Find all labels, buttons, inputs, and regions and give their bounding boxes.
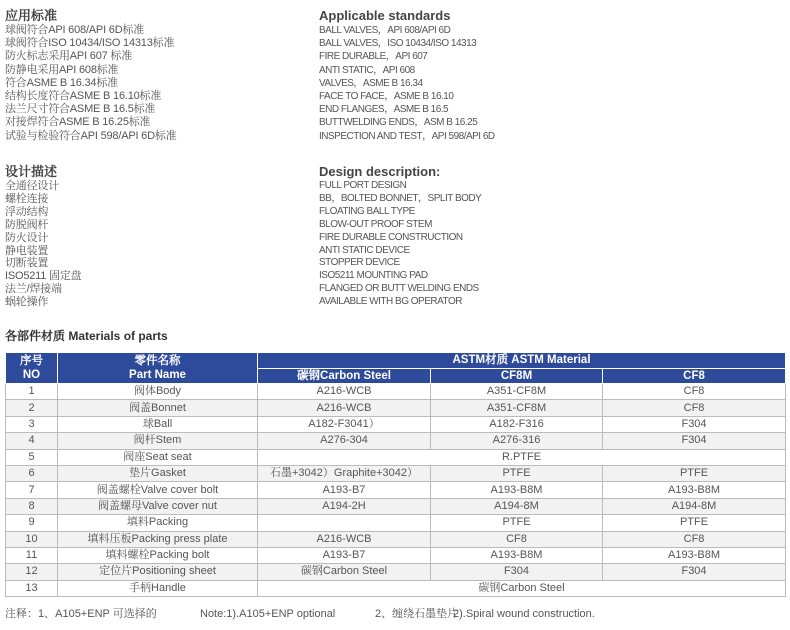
line-item: FIRE DURABLE，API 607 <box>319 51 428 63</box>
table-row <box>6 564 786 580</box>
cell-no: 8 <box>6 498 58 514</box>
cell-cf8: A193-B8M <box>603 547 786 563</box>
cell-no: 6 <box>6 465 58 481</box>
cell-cf8: PTFE <box>603 465 786 481</box>
cell-part-name: 阀盖螺母Valve cover nut <box>58 498 258 514</box>
header-part-cn: 零件名称 <box>134 354 181 367</box>
cell-part-name: 阀体Body <box>58 384 258 400</box>
materials-table <box>5 352 786 597</box>
cell-carbon-steel: A193-B7 <box>258 482 431 498</box>
cell-cf8m: A182-F316 <box>431 416 603 432</box>
table-row <box>6 547 786 563</box>
section-title: 应用标准 <box>5 8 58 23</box>
cell-carbon-steel <box>258 515 431 531</box>
line-item: 蜗轮操作 <box>5 296 49 309</box>
line-item: VALVES，ASME B 16.34 <box>319 77 423 89</box>
cell-part-name: 球Ball <box>58 416 258 432</box>
cell-carbon-steel: A194-2H <box>258 498 431 514</box>
table-row <box>6 465 786 481</box>
line-item: FACE TO FACE，ASME B 16.10 <box>319 91 454 103</box>
line-item: 切断装置 <box>5 257 49 270</box>
note2-cn: 2、缠绕石墨垫片 <box>375 608 459 620</box>
cell-material-span: R.PTFE <box>258 449 786 465</box>
cell-no: 12 <box>6 564 58 580</box>
cell-no: 5 <box>6 449 58 465</box>
line-item: 静电装置 <box>5 244 49 257</box>
line-item: BLOW-OUT PROOF STEM <box>319 218 432 230</box>
cell-cf8m: F304 <box>431 564 603 580</box>
cell-cf8m: CF8 <box>431 531 603 547</box>
cell-cf8m: A193-B8M <box>431 547 603 563</box>
line-item: 法兰尺寸符合ASME B 16.5标准 <box>5 103 156 116</box>
header-no-en: NO <box>22 369 41 381</box>
cell-no: 1 <box>6 384 58 400</box>
line-item: 螺栓连接 <box>5 192 49 205</box>
line-item: ANTI STATIC DEVICE <box>319 244 410 256</box>
cell-cf8: A194-8M <box>603 498 786 514</box>
cell-carbon-steel: A216-WCB <box>258 384 431 400</box>
header-astm: ASTM材质 ASTM Material <box>258 353 786 369</box>
cell-cf8m: A194-8M <box>431 498 603 514</box>
line-item: AVAILABLE WITH BG OPERATOR <box>319 296 462 308</box>
note2-en: 2).Spiral wound construction. <box>453 608 595 620</box>
header-no <box>6 353 58 384</box>
cell-carbon-steel: 碳钢Carbon Steel <box>258 564 431 580</box>
cell-carbon-steel: A216-WCB <box>258 531 431 547</box>
notes <box>5 605 595 621</box>
cell-cf8: F304 <box>603 564 786 580</box>
line-item: 试验与检验符合API 598/API 6D标准 <box>5 129 177 142</box>
line-item: 球阀符合ISO 10434/ISO 14313标准 <box>5 37 175 50</box>
line-item: 浮动结构 <box>5 205 49 218</box>
cell-cf8: F304 <box>603 416 786 432</box>
cell-cf8m: A276-316 <box>431 433 603 449</box>
line-item: BALL VALVES，API 608/API 6D <box>319 25 451 36</box>
standards-cn <box>5 8 176 143</box>
cell-cf8: A193-B8M <box>603 482 786 498</box>
cell-no: 11 <box>6 547 58 563</box>
design-cn <box>5 164 81 309</box>
line-item: BUTTWELDING ENDS，ASM B 16.25 <box>319 117 478 129</box>
cell-no: 9 <box>6 515 58 531</box>
cell-carbon-steel: A216-WCB <box>258 400 431 416</box>
cell-cf8: CF8 <box>603 400 786 416</box>
cell-no: 13 <box>6 580 58 596</box>
cell-cf8m: PTFE <box>431 465 603 481</box>
table-body <box>6 384 786 597</box>
cell-part-name: 手柄Handle <box>58 580 258 596</box>
cell-no: 7 <box>6 482 58 498</box>
header-no-cn: 序号 <box>20 354 43 367</box>
line-item: 防火标志采用API 607 标准 <box>5 50 132 63</box>
cell-part-name: 阀盖Bonnet <box>58 400 258 416</box>
table-row <box>6 515 786 531</box>
line-item: 符合ASME B 16.34标准 <box>5 76 118 89</box>
table-row <box>6 482 786 498</box>
header-part-en: Part Name <box>129 369 186 381</box>
table-row <box>6 580 786 596</box>
header-part <box>58 353 258 384</box>
cell-no: 4 <box>6 433 58 449</box>
line-item: BB，BOLTED BONNET，SPLIT BODY <box>319 192 482 204</box>
line-item: 防火设计 <box>5 231 49 244</box>
design-en <box>319 164 481 309</box>
cell-no: 2 <box>6 400 58 416</box>
line-item: 法兰/焊接端 <box>5 283 62 296</box>
line-item: FULL PORT DESIGN <box>319 180 407 191</box>
line-item: ISO5211 固定盘 <box>5 270 82 283</box>
cell-cf8: PTFE <box>603 515 786 531</box>
cell-carbon-steel: A193-B7 <box>258 547 431 563</box>
line-item: END FLANGES，ASME B 16.5 <box>319 104 449 116</box>
cell-cf8m: A351-CF8M <box>431 384 603 400</box>
cell-part-name: 垫片Gasket <box>58 465 258 481</box>
line-item: ANTI STATIC，API 608 <box>319 64 415 76</box>
cell-cf8m: A193-B8M <box>431 482 603 498</box>
table-row <box>6 416 786 432</box>
table-row <box>6 384 786 400</box>
line-item: FLOATING BALL TYPE <box>319 205 415 217</box>
table-row <box>6 400 786 416</box>
table-row <box>6 433 786 449</box>
section-title: Applicable standards <box>319 8 451 23</box>
cell-cf8: F304 <box>603 433 786 449</box>
line-item: FIRE DURABLE CONSTRUCTION <box>319 231 463 243</box>
cell-cf8: CF8 <box>603 531 786 547</box>
table-row <box>6 449 786 465</box>
cell-carbon-steel: A182-F3041） <box>258 416 431 432</box>
cell-part-name: 填料螺栓Packing bolt <box>58 547 258 563</box>
line-item: BALL VALVES，ISO 10434/ISO 14313 <box>319 38 477 50</box>
cell-cf8m: PTFE <box>431 515 603 531</box>
table-row <box>6 498 786 514</box>
table-row <box>6 531 786 547</box>
cell-material-span: 碳钢Carbon Steel <box>258 580 786 596</box>
line-item: ISO5211 MOUNTING PAD <box>319 270 428 282</box>
cell-part-name: 定位片Positioning sheet <box>58 564 258 580</box>
cell-carbon-steel: 石墨+3042）Graphite+3042） <box>258 465 431 481</box>
line-item: INSPECTION AND TEST，API 598/API 6D <box>319 130 495 142</box>
cell-no: 3 <box>6 416 58 432</box>
cell-part-name: 填料压板Packing press plate <box>58 531 258 547</box>
cell-part-name: 阀杆Stem <box>58 433 258 449</box>
standards-en <box>319 8 495 143</box>
header-cf8: CF8 <box>603 368 786 384</box>
line-item: 球阀符合API 608/API 6D标准 <box>5 24 145 36</box>
line-item: FLANGED OR BUTT WELDING ENDS <box>319 283 479 295</box>
header-carbon-steel: 碳钢Carbon Steel <box>258 368 431 384</box>
header-cf8m: CF8M <box>431 368 603 384</box>
cell-part-name: 阀座Seat seat <box>58 449 258 465</box>
cell-cf8m: A351-CF8M <box>431 400 603 416</box>
note1-en: Note:1).A105+ENP optional <box>200 608 336 620</box>
materials-title: 各部件材质 Materials of parts <box>5 329 168 343</box>
section-title: Design description: <box>319 164 441 179</box>
cell-carbon-steel: A276-304 <box>258 433 431 449</box>
cell-cf8: CF8 <box>603 384 786 400</box>
line-item: 全通径设计 <box>5 180 59 192</box>
cell-no: 10 <box>6 531 58 547</box>
cell-part-name: 阀盖螺栓Valve cover bolt <box>58 482 258 498</box>
note1-cn: 注释：1、A105+ENP 可选择的 <box>5 608 157 620</box>
line-item: 对接焊符合ASME B 16.25标准 <box>5 116 151 129</box>
line-item: 防脱阀杆 <box>5 218 49 231</box>
line-item: 结构长度符合ASME B 16.10标准 <box>5 90 162 103</box>
line-item: 防静电采用API 608标准 <box>5 63 119 76</box>
line-item: STOPPER DEVICE <box>319 257 400 269</box>
cell-part-name: 填料Packing <box>58 515 258 531</box>
section-title: 设计描述 <box>5 164 58 179</box>
